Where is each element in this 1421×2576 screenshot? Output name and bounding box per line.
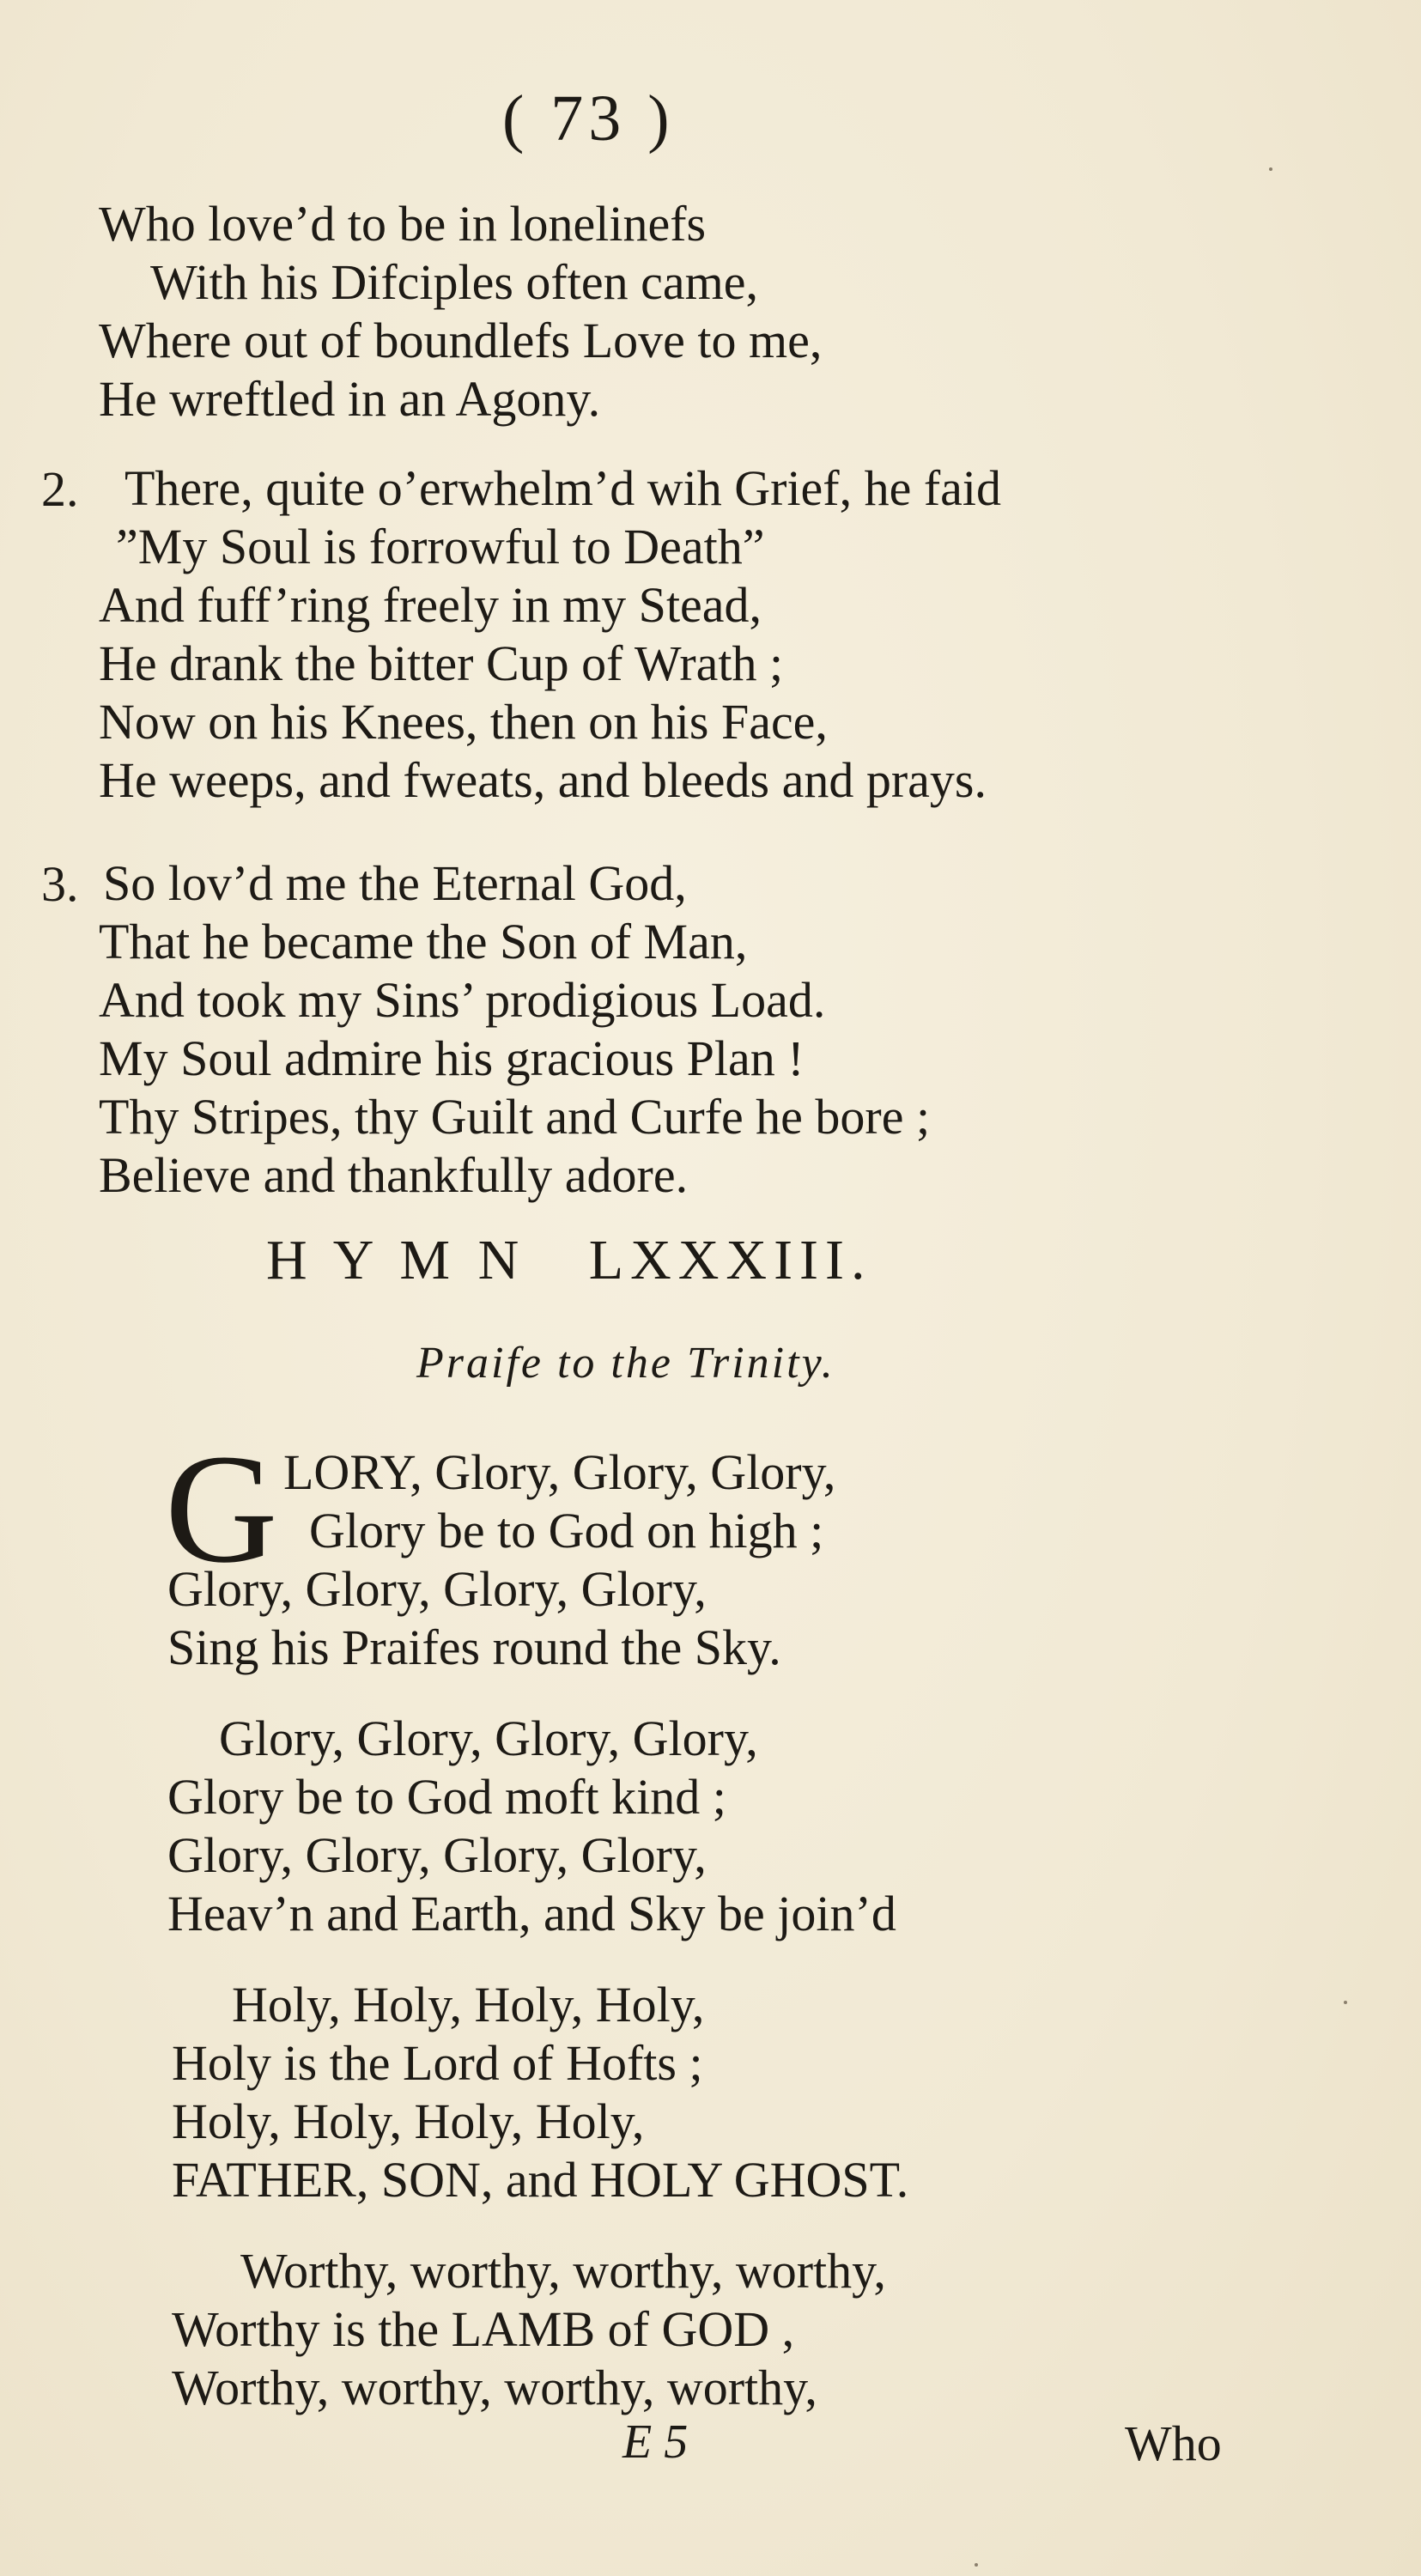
verse-line: And took my Sins’ prodigious Load. [99,972,826,1028]
verse-line: Glory be to God moft kind ; [167,1769,726,1825]
verse-line: He drank the bitter Cup of Wrath ; [99,635,784,691]
verse-line: Glory, Glory, Glory, Glory, [167,1827,707,1883]
verse-line: He weeps, and fweats, and bleeds and prays. [99,752,987,808]
hymn-subtitle: Praife to the Trinity. [416,1339,835,1388]
verse-line: There, quite o’erwhelm’d wih Grief, he faid [124,460,1002,516]
verse-line: My Soul admire his gracious Plan ! [99,1030,805,1086]
verse-line: That he became the Son of Man, [99,914,748,969]
paper-speck [975,2563,978,2567]
verse-line: So lov’d me the Eternal God, [103,855,687,911]
verse-line: Holy, Holy, Holy, Holy, [232,1977,705,2032]
verse-line: Heav’n and Earth, and Sky be join’d [167,1886,896,1941]
verse-line: ”My Soul is forrowful to Death” [116,519,765,574]
verse-line: And fuff’ring freely in my Stead, [99,577,762,633]
verse-line: He wreftled in an Agony. [99,371,601,427]
verse-line: Glory, Glory, Glory, Glory, [219,1710,758,1766]
verse-line: Now on his Knees, then on his Face, [99,694,828,750]
verse-line: With his Difciples often came, [150,254,758,310]
page-number: ( 73 ) [502,82,675,155]
verse-line: Holy, Holy, Holy, Holy, [172,2093,645,2149]
verse-line: Where out of boundlefs Love to me, [99,313,823,368]
verse-line: FATHER, SON, and HOLY GHOST. [172,2152,909,2208]
stanza-number: 3. [41,856,79,912]
verse-line: Glory be to God on high ; [309,1503,824,1558]
verse-line: Worthy, worthy, worthy, worthy, [172,2360,817,2415]
hymn-title: H Y M N LXXXIII. [266,1229,872,1291]
verse-line: LORY, Glory, Glory, Glory, [283,1444,836,1500]
verse-line: Glory, Glory, Glory, Glory, [167,1561,707,1617]
paper-speck [1344,2001,1347,2004]
verse-line: Holy is the Lord of Hofts ; [172,2035,703,2091]
drop-cap: G [165,1423,278,1595]
verse-line: Who love’d to be in lonelinefs [99,196,707,252]
verse-line: Thy Stripes, thy Guilt and Curfe he bore ; [99,1089,931,1145]
verse-line: Worthy is the LAMB of GOD , [172,2301,795,2357]
verse-line: Worthy, worthy, worthy, worthy, [240,2243,886,2299]
verse-line: Believe and thankfully adore. [99,1147,689,1203]
paper-speck [1269,167,1272,171]
stanza-number: 2. [41,461,79,517]
catchword: Who [1125,2415,1222,2471]
verse-line: Sing his Praifes round the Sky. [167,1619,781,1675]
signature-mark: E 5 [622,2415,689,2469]
